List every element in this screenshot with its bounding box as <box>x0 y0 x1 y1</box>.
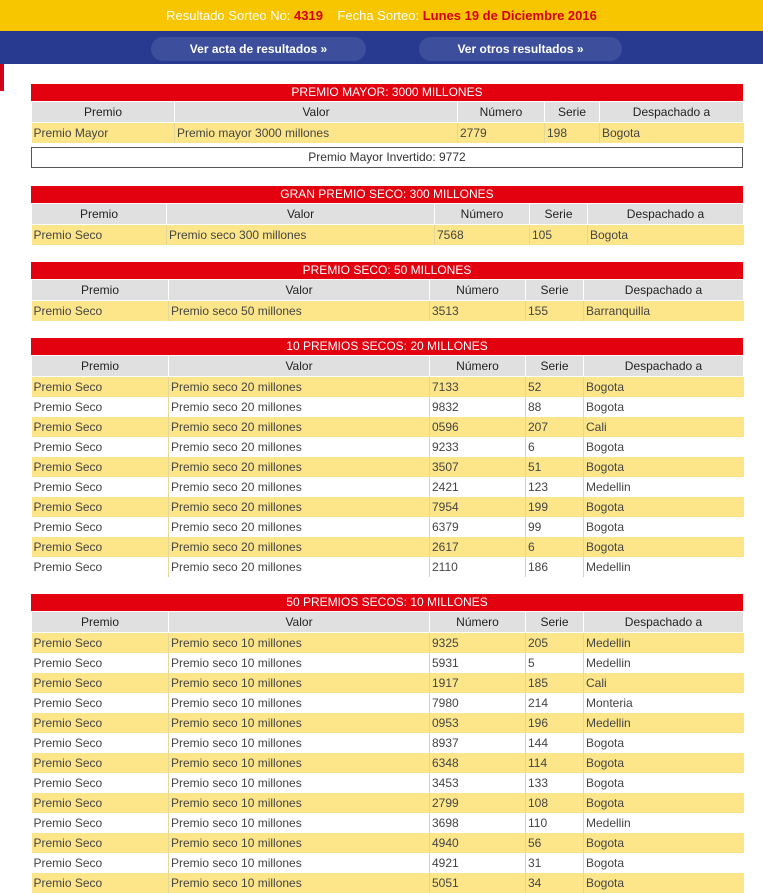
table-header-row <box>32 204 744 225</box>
table-header-row <box>32 612 744 633</box>
cell-premio: Premio Seco <box>32 753 169 773</box>
fecha-label: Fecha Sorteo: <box>337 8 420 23</box>
section-title: 50 PREMIOS SECOS: 10 MILLONES <box>31 594 743 611</box>
table-header-row <box>32 356 744 377</box>
cell-serie: 5 <box>526 653 584 673</box>
cell-serie: 99 <box>526 517 584 537</box>
cell-numero: 4921 <box>430 853 526 873</box>
cell-serie: 198 <box>545 123 600 144</box>
cell-valor: Premio seco 10 millones <box>169 653 430 673</box>
cell-valor: Premio seco 20 millones <box>169 477 430 497</box>
section-premio-seco-50 <box>31 262 743 321</box>
cell-numero: 9325 <box>430 633 526 654</box>
table-row <box>32 713 744 733</box>
cell-serie: 133 <box>526 773 584 793</box>
cell-premio: Premio Seco <box>32 633 169 654</box>
cell-numero: 2799 <box>430 793 526 813</box>
cell-numero: 5051 <box>430 873 526 893</box>
cell-numero: 2617 <box>430 537 526 557</box>
cell-valor: Premio seco 10 millones <box>169 833 430 853</box>
col-numero: Número <box>435 204 530 225</box>
cell-valor: Premio seco 20 millones <box>169 457 430 477</box>
cell-serie: 185 <box>526 673 584 693</box>
col-serie: Serie <box>526 612 584 633</box>
cell-despachado: Medellin <box>584 653 744 673</box>
cell-despachado: Barranquilla <box>584 301 744 322</box>
cell-numero: 7568 <box>435 225 530 246</box>
table-row <box>32 497 744 517</box>
cell-despachado: Medellin <box>584 813 744 833</box>
cell-valor: Premio seco 20 millones <box>169 397 430 417</box>
col-valor: Valor <box>169 612 430 633</box>
cell-numero: 4940 <box>430 833 526 853</box>
cell-despachado: Bogota <box>584 733 744 753</box>
cell-despachado: Bogota <box>584 437 744 457</box>
col-premio: Premio <box>32 280 169 301</box>
cell-despachado: Bogota <box>584 793 744 813</box>
table-row <box>32 557 744 577</box>
col-serie: Serie <box>530 204 588 225</box>
table-row <box>32 301 744 322</box>
section-title: GRAN PREMIO SECO: 300 MILLONES <box>31 186 743 203</box>
results-table <box>31 355 744 577</box>
col-despachado: Despachado a <box>588 204 744 225</box>
table-row <box>32 377 744 398</box>
cell-premio: Premio Seco <box>32 417 169 437</box>
table-row <box>32 693 744 713</box>
cell-valor: Premio seco 20 millones <box>169 437 430 457</box>
cell-despachado: Bogota <box>584 853 744 873</box>
premio-mayor-invertido: Premio Mayor Invertido: 9772 <box>31 147 743 168</box>
cell-numero: 6348 <box>430 753 526 773</box>
cell-serie: 114 <box>526 753 584 773</box>
cell-premio: Premio Seco <box>32 713 169 733</box>
cell-despachado: Medellin <box>584 713 744 733</box>
col-premio: Premio <box>32 612 169 633</box>
cell-valor: Premio seco 10 millones <box>169 793 430 813</box>
cell-despachado: Bogota <box>584 873 744 893</box>
cell-valor: Premio seco 10 millones <box>169 773 430 793</box>
col-premio: Premio <box>32 102 175 123</box>
cell-numero: 3513 <box>430 301 526 322</box>
col-valor: Valor <box>169 356 430 377</box>
cell-numero: 5931 <box>430 653 526 673</box>
cell-serie: 31 <box>526 853 584 873</box>
cell-despachado: Medellin <box>584 557 744 577</box>
table-row <box>32 633 744 654</box>
cell-despachado: Cali <box>584 673 744 693</box>
cell-premio: Premio Seco <box>32 793 169 813</box>
cell-premio: Premio Seco <box>32 653 169 673</box>
cell-despachado: Bogota <box>588 225 744 246</box>
cell-valor: Premio seco 10 millones <box>169 813 430 833</box>
cell-premio: Premio Seco <box>32 225 167 246</box>
nav-bar <box>0 31 763 64</box>
col-numero: Número <box>430 356 526 377</box>
cell-numero: 0596 <box>430 417 526 437</box>
cell-premio: Premio Seco <box>32 537 169 557</box>
cell-numero: 7980 <box>430 693 526 713</box>
col-numero: Número <box>430 280 526 301</box>
cell-valor: Premio seco 10 millones <box>169 873 430 893</box>
col-despachado: Despachado a <box>584 612 744 633</box>
cell-despachado: Medellin <box>584 477 744 497</box>
cell-valor: Premio seco 50 millones <box>169 301 430 322</box>
col-valor: Valor <box>175 102 458 123</box>
cell-premio: Premio Seco <box>32 557 169 577</box>
fecha-value: Lunes 19 de Diciembre 2016 <box>422 8 597 23</box>
cell-serie: 123 <box>526 477 584 497</box>
cell-premio: Premio Seco <box>32 437 169 457</box>
cell-despachado: Cali <box>584 417 744 437</box>
cell-premio: Premio Seco <box>32 773 169 793</box>
cell-valor: Premio seco 10 millones <box>169 713 430 733</box>
draw-info-bar <box>0 0 763 31</box>
cell-premio: Premio Seco <box>32 673 169 693</box>
cell-valor: Premio mayor 3000 millones <box>175 123 458 144</box>
cell-numero: 3698 <box>430 813 526 833</box>
cell-serie: 6 <box>526 537 584 557</box>
cell-serie: 105 <box>530 225 588 246</box>
cell-valor: Premio seco 10 millones <box>169 693 430 713</box>
cell-numero: 1917 <box>430 673 526 693</box>
section-title: 10 PREMIOS SECOS: 20 MILLONES <box>31 338 743 355</box>
cell-valor: Premio seco 20 millones <box>169 417 430 437</box>
cell-premio: Premio Seco <box>32 693 169 713</box>
table-row <box>32 873 744 893</box>
cell-despachado: Bogota <box>584 537 744 557</box>
cell-serie: 88 <box>526 397 584 417</box>
cell-premio: Premio Seco <box>32 517 169 537</box>
cell-serie: 205 <box>526 633 584 654</box>
section-gran-premio-seco <box>31 186 743 245</box>
cell-serie: 56 <box>526 833 584 853</box>
ver-acta-button[interactable]: Ver acta de resultados » <box>151 37 366 61</box>
cell-numero: 2779 <box>458 123 545 144</box>
cell-premio: Premio Seco <box>32 873 169 893</box>
table-row <box>32 733 744 753</box>
cell-valor: Premio seco 20 millones <box>169 377 430 398</box>
cell-serie: 108 <box>526 793 584 813</box>
cell-premio: Premio Seco <box>32 853 169 873</box>
cell-valor: Premio seco 10 millones <box>169 853 430 873</box>
cell-serie: 196 <box>526 713 584 733</box>
cell-despachado: Bogota <box>584 497 744 517</box>
section-10-premios-secos <box>31 338 743 577</box>
section-50-premios-secos <box>31 594 743 893</box>
cell-numero: 0953 <box>430 713 526 733</box>
results-table <box>31 101 744 143</box>
cell-despachado: Bogota <box>584 753 744 773</box>
col-valor: Valor <box>169 280 430 301</box>
table-row <box>32 653 744 673</box>
cell-numero: 2110 <box>430 557 526 577</box>
cell-premio: Premio Seco <box>32 497 169 517</box>
cell-numero: 8937 <box>430 733 526 753</box>
cell-serie: 34 <box>526 873 584 893</box>
table-row <box>32 397 744 417</box>
cell-premio: Premio Seco <box>32 457 169 477</box>
cell-valor: Premio seco 20 millones <box>169 497 430 517</box>
cell-valor: Premio seco 10 millones <box>169 633 430 654</box>
cell-serie: 186 <box>526 557 584 577</box>
cell-serie: 214 <box>526 693 584 713</box>
ver-otros-button[interactable]: Ver otros resultados » <box>419 37 622 61</box>
cell-premio: Premio Seco <box>32 301 169 322</box>
col-numero: Número <box>458 102 545 123</box>
cell-serie: 6 <box>526 437 584 457</box>
cell-serie: 207 <box>526 417 584 437</box>
col-despachado: Despachado a <box>584 356 744 377</box>
results-table <box>31 279 744 321</box>
table-row <box>32 853 744 873</box>
cell-serie: 144 <box>526 733 584 753</box>
cell-valor: Premio seco 20 millones <box>169 557 430 577</box>
results-table <box>31 611 744 893</box>
cell-valor: Premio seco 10 millones <box>169 733 430 753</box>
table-row <box>32 123 744 144</box>
cell-despachado: Bogota <box>584 457 744 477</box>
cell-numero: 3453 <box>430 773 526 793</box>
cell-numero: 9832 <box>430 397 526 417</box>
cell-premio: Premio Mayor <box>32 123 175 144</box>
section-title: PREMIO MAYOR: 3000 MILLONES <box>31 84 743 101</box>
cell-numero: 6379 <box>430 517 526 537</box>
table-row <box>32 457 744 477</box>
table-row <box>32 417 744 437</box>
cell-despachado: Bogota <box>584 517 744 537</box>
table-row <box>32 673 744 693</box>
cell-valor: Premio seco 10 millones <box>169 673 430 693</box>
cell-premio: Premio Seco <box>32 397 169 417</box>
col-premio: Premio <box>32 204 167 225</box>
col-despachado: Despachado a <box>584 280 744 301</box>
table-row <box>32 753 744 773</box>
cell-premio: Premio Seco <box>32 477 169 497</box>
table-row <box>32 537 744 557</box>
section-title: PREMIO SECO: 50 MILLONES <box>31 262 743 279</box>
cell-despachado: Bogota <box>600 123 744 144</box>
sorteo-number: 4319 <box>294 8 323 23</box>
table-row <box>32 773 744 793</box>
col-numero: Número <box>430 612 526 633</box>
table-row <box>32 833 744 853</box>
col-serie: Serie <box>545 102 600 123</box>
cell-numero: 7954 <box>430 497 526 517</box>
table-row <box>32 793 744 813</box>
cell-premio: Premio Seco <box>32 833 169 853</box>
cell-valor: Premio seco 20 millones <box>169 517 430 537</box>
table-header-row <box>32 102 744 123</box>
cell-valor: Premio seco 10 millones <box>169 753 430 773</box>
cell-despachado: Monteria <box>584 693 744 713</box>
cell-numero: 9233 <box>430 437 526 457</box>
cell-premio: Premio Seco <box>32 813 169 833</box>
cell-numero: 3507 <box>430 457 526 477</box>
cell-serie: 155 <box>526 301 584 322</box>
cell-premio: Premio Seco <box>32 377 169 398</box>
section-premio-mayor <box>31 84 743 143</box>
cell-premio: Premio Seco <box>32 733 169 753</box>
cell-valor: Premio seco 20 millones <box>169 537 430 557</box>
col-premio: Premio <box>32 356 169 377</box>
table-row <box>32 225 744 246</box>
table-row <box>32 813 744 833</box>
col-serie: Serie <box>526 356 584 377</box>
cell-numero: 2421 <box>430 477 526 497</box>
cell-serie: 199 <box>526 497 584 517</box>
table-row <box>32 517 744 537</box>
cell-despachado: Medellin <box>584 633 744 654</box>
cell-despachado: Bogota <box>584 397 744 417</box>
col-valor: Valor <box>167 204 435 225</box>
results-table <box>31 203 744 245</box>
col-serie: Serie <box>526 280 584 301</box>
cell-despachado: Bogota <box>584 377 744 398</box>
cell-serie: 51 <box>526 457 584 477</box>
table-row <box>32 437 744 457</box>
col-despachado: Despachado a <box>600 102 744 123</box>
table-header-row <box>32 280 744 301</box>
cell-numero: 7133 <box>430 377 526 398</box>
cell-serie: 110 <box>526 813 584 833</box>
cell-despachado: Bogota <box>584 773 744 793</box>
cell-despachado: Bogota <box>584 833 744 853</box>
cell-valor: Premio seco 300 millones <box>167 225 435 246</box>
cell-serie: 52 <box>526 377 584 398</box>
table-row <box>32 477 744 497</box>
sorteo-label: Resultado Sorteo No: <box>166 8 291 23</box>
